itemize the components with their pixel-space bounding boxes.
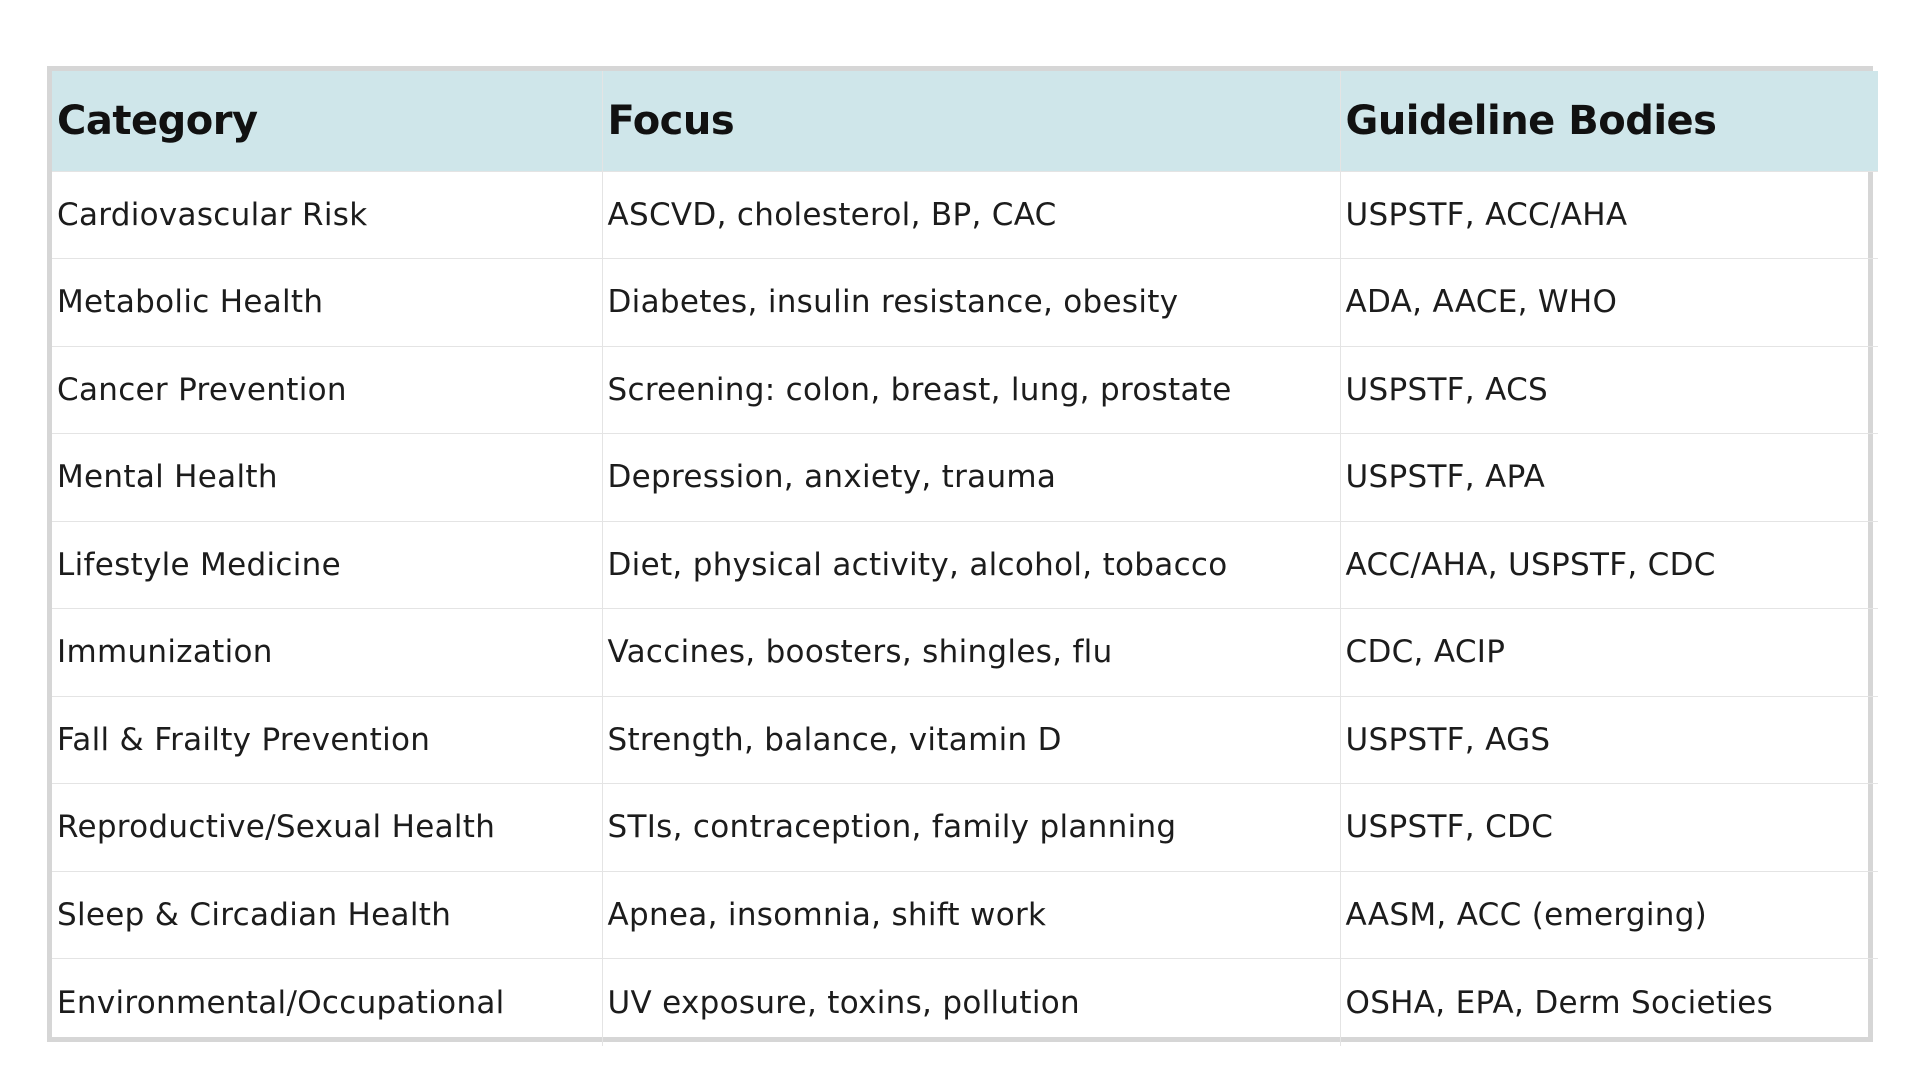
cell-focus: Vaccines, boosters, shingles, flu — [602, 609, 1340, 697]
header-guideline-bodies: Guideline Bodies — [1345, 97, 1717, 144]
cell-guideline-bodies: ACC/AHA, USPSTF, CDC — [1340, 521, 1878, 609]
table-row — [52, 696, 1878, 784]
cell-guideline-bodies: OSHA, EPA, Derm Societies — [1340, 959, 1878, 1047]
cell-guideline-bodies: USPSTF, ACS — [1340, 346, 1878, 434]
cell-category: Fall & Frailty Prevention — [52, 696, 602, 784]
cell-focus: Strength, balance, vitamin D — [602, 696, 1340, 784]
cell-category: Mental Health — [52, 434, 602, 522]
cell-guideline-bodies: ADA, AACE, WHO — [1340, 259, 1878, 347]
header-category: Category — [52, 71, 602, 171]
table-row — [52, 434, 1878, 522]
cell-category: Immunization — [52, 609, 602, 697]
table-row — [52, 259, 1878, 347]
cell-guideline-bodies: USPSTF, CDC — [1340, 784, 1878, 872]
table-row — [52, 171, 1878, 259]
cell-guideline-bodies: USPSTF, ACC/AHA — [1340, 171, 1878, 259]
cell-focus: Diet, physical activity, alcohol, tobacco — [602, 521, 1340, 609]
cell-focus: Depression, anxiety, trauma — [602, 434, 1340, 522]
table-row — [52, 346, 1878, 434]
cell-focus: ASCVD, cholesterol, BP, CAC — [602, 171, 1340, 259]
cell-guideline-bodies: USPSTF, AGS — [1340, 696, 1878, 784]
cell-guideline-bodies: USPSTF, APA — [1340, 434, 1878, 522]
cell-category: Environmental/Occupational — [52, 959, 602, 1047]
cell-category: Sleep & Circadian Health — [52, 871, 602, 959]
guideline-table — [52, 71, 1878, 1046]
cell-guideline-bodies: CDC, ACIP — [1340, 609, 1878, 697]
table-row — [52, 871, 1878, 959]
cell-category: Reproductive/Sexual Health — [52, 784, 602, 872]
cell-focus: UV exposure, toxins, pollution — [602, 959, 1340, 1047]
cell-focus: Apnea, insomnia, shift work — [602, 871, 1340, 959]
table-row — [52, 521, 1878, 609]
header-focus: Focus — [602, 71, 1340, 171]
cell-guideline-bodies: AASM, ACC (emerging) — [1340, 871, 1878, 959]
cell-focus: Screening: colon, breast, lung, prostate — [602, 346, 1340, 434]
cell-category: Metabolic Health — [52, 259, 602, 347]
table-row — [52, 609, 1878, 697]
cell-category: Lifestyle Medicine — [52, 521, 602, 609]
cell-category: Cancer Prevention — [52, 346, 602, 434]
cell-category: Cardiovascular Risk — [52, 171, 602, 259]
table-row — [52, 959, 1878, 1047]
table-header-row — [52, 71, 1878, 171]
cell-focus: Diabetes, insulin resistance, obesity — [602, 259, 1340, 347]
table-row — [52, 784, 1878, 872]
cell-focus: STIs, contraception, family planning — [602, 784, 1340, 872]
guideline-table-frame — [47, 66, 1873, 1042]
